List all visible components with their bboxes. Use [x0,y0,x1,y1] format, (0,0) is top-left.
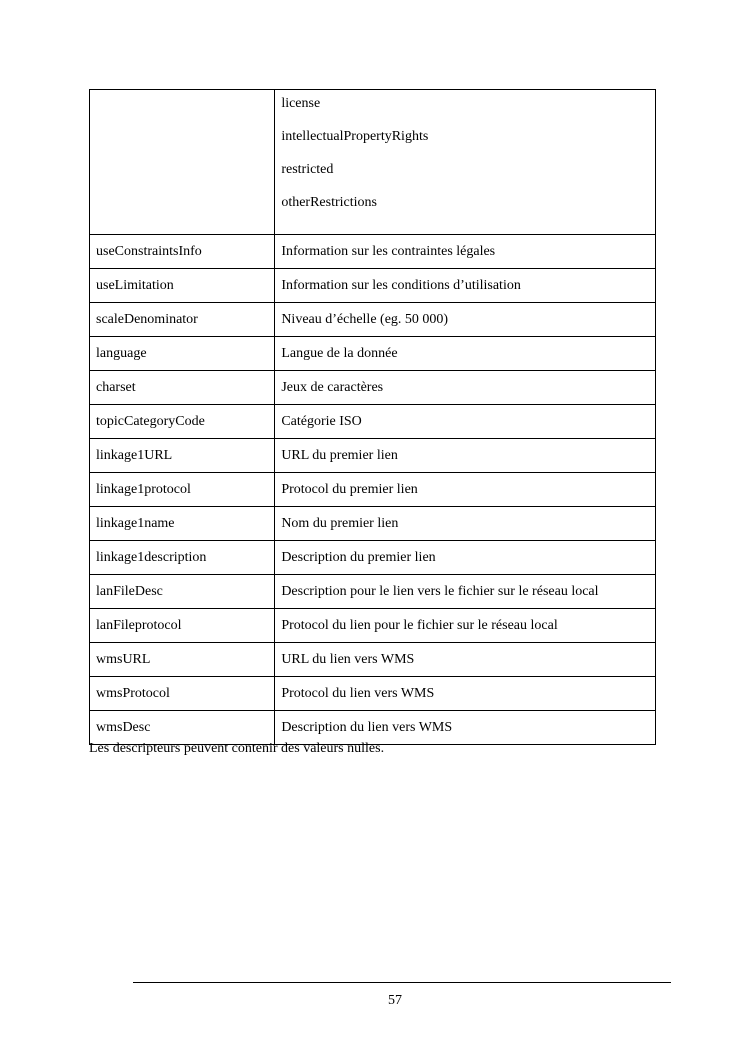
descriptor-value-cell: Jeux de caractères [275,371,656,405]
descriptor-key-cell: topicCategoryCode [90,405,275,439]
table-row [90,235,656,269]
table-row [90,575,656,609]
table-row [90,337,656,371]
table-row [90,507,656,541]
restriction-code-restricted: restricted [281,162,334,177]
descriptor-value-cell [275,90,656,235]
descriptor-value-cell: Information sur les conditions d’utilisation [275,269,656,303]
table-row [90,439,656,473]
descriptor-value-cell: Description du premier lien [275,541,656,575]
table-row [90,269,656,303]
table-row [90,677,656,711]
descriptor-key-cell: linkage1URL [90,439,275,473]
page-number: 57 [388,993,402,1008]
descriptor-key-cell: charset [90,371,275,405]
descriptor-value-cell: Protocol du lien pour le fichier sur le réseau local [275,609,656,643]
restriction-code-intellectual-property-rights: intellectualPropertyRights [281,129,429,144]
descriptor-key-cell: lanFileprotocol [90,609,275,643]
descriptor-key-cell: linkage1protocol [90,473,275,507]
table-row [90,371,656,405]
table-row [90,541,656,575]
table-row [90,303,656,337]
descriptor-table [89,89,656,745]
footer-divider [133,982,671,983]
descriptor-value-cell: Description du lien vers WMS [275,711,656,745]
table-row [90,609,656,643]
null-values-note: Les descripteurs peuvent contenir des valeurs nulles. [89,741,385,756]
descriptor-value-cell: Protocol du premier lien [275,473,656,507]
descriptor-value-cell: Nom du premier lien [275,507,656,541]
table-row [90,405,656,439]
descriptor-key-cell: wmsURL [90,643,275,677]
descriptor-value-cell: Description pour le lien vers le fichier sur le réseau local [275,575,656,609]
descriptor-key-cell: wmsProtocol [90,677,275,711]
descriptor-key-cell: wmsDesc [90,711,275,745]
table-row [90,711,656,745]
table-row [90,643,656,677]
restriction-code-other-restrictions: otherRestrictions [281,195,377,210]
restriction-code-license: license [281,96,321,111]
descriptor-value-cell: URL du lien vers WMS [275,643,656,677]
descriptor-value-cell: Information sur les contraintes légales [275,235,656,269]
descriptor-key-cell: useConstraintsInfo [90,235,275,269]
descriptor-value-cell: Protocol du lien vers WMS [275,677,656,711]
descriptor-key-cell: lanFileDesc [90,575,275,609]
descriptor-value-cell: Catégorie ISO [275,405,656,439]
descriptor-value-cell: Niveau d’échelle (eg. 50 000) [275,303,656,337]
descriptor-key-cell [90,90,275,235]
descriptor-key-cell: linkage1description [90,541,275,575]
descriptor-key-cell: useLimitation [90,269,275,303]
descriptor-key-cell: linkage1name [90,507,275,541]
table-row [90,90,656,235]
descriptor-value-cell: URL du premier lien [275,439,656,473]
descriptor-key-cell: scaleDenominator [90,303,275,337]
descriptor-key-cell: language [90,337,275,371]
descriptor-value-cell: Langue de la donnée [275,337,656,371]
table-row [90,473,656,507]
